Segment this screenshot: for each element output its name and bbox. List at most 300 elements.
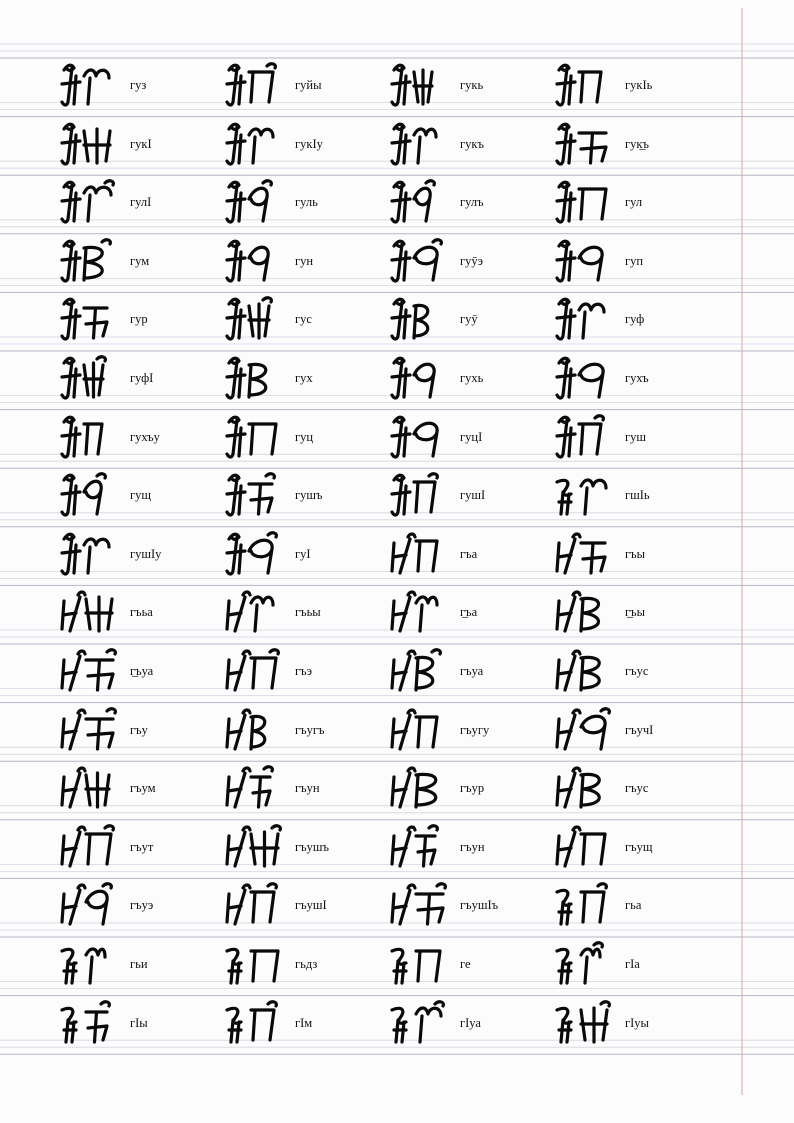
glyph-entry [223,410,388,469]
glyph-entry [223,703,388,762]
glyph-stroke [103,884,111,888]
glyph-stroke [249,72,273,102]
transliteration-label: гукIь [625,78,653,92]
glyph-entry [553,527,718,586]
transliteration-label: г̲ъа [460,605,478,620]
transliteration-label: гукIу [295,136,323,151]
glyph-stroke [227,537,237,574]
glyph-stroke [84,308,107,338]
glyph-stroke [86,597,112,631]
calligraphic-glyph [553,238,615,282]
calligraphic-glyph [553,1000,615,1044]
transliteration-label: гъьы [295,605,321,620]
transliteration-label: гушI [460,488,486,503]
glyph-stroke [581,949,600,983]
glyph-stroke [557,244,567,281]
calligraphic-glyph [553,414,615,458]
glyph-stroke [74,369,76,397]
glyph-stroke [404,193,406,221]
glyph-entry [223,820,388,879]
glyph-entry [388,878,553,937]
transliteration-label: гъушIъ [460,898,499,913]
glyph-entry [58,175,223,234]
glyph-entry [553,878,718,937]
calligraphic-glyph [388,355,450,399]
glyph-stroke [227,375,245,377]
glyph-stroke [62,316,80,318]
glyph-stroke [408,592,415,595]
calligraphic-glyph [553,648,615,692]
calligraphic-glyph [58,941,120,985]
glyph-entry [223,292,388,351]
calligraphic-glyph [58,707,120,751]
transliteration-label: гуль [295,195,318,210]
calligraphic-glyph [223,824,285,868]
calligraphic-glyph [553,941,615,985]
glyph-stroke [601,708,609,712]
glyph-stroke [239,135,241,163]
glyph-stroke [227,141,245,143]
glyph-stroke [404,369,406,397]
glyph-entry [388,292,553,351]
glyph-stroke [404,486,406,514]
glyph-stroke [414,364,434,397]
calligraphic-glyph [388,296,450,340]
glyph-stroke [579,424,601,454]
glyph-stroke [581,774,599,807]
glyph-stroke [239,310,241,338]
glyph-stroke [74,486,76,514]
glyph-stroke [557,434,575,436]
glyph-entry [223,761,388,820]
glyph-entry [58,585,223,644]
transliteration-label: гуI [295,546,311,561]
glyph-stroke [249,304,269,338]
glyph-stroke [97,357,105,361]
glyph-stroke [573,710,580,713]
glyph-stroke [251,951,278,981]
glyph-stroke [392,302,402,339]
transliteration-label: гуз [130,78,147,92]
transliteration-label: гъуа [460,663,484,678]
glyph-entry [58,468,223,527]
glyph-stroke [404,135,406,163]
glyph-entry [388,937,553,996]
glyph-stroke [267,64,275,68]
transliteration-label: гухъ [625,370,649,385]
transliteration-label: гул [625,195,643,210]
glyph-stroke [249,247,268,280]
calligraphic-glyph [388,121,450,165]
calligraphic-glyph [223,121,285,165]
glyph-entry [58,761,223,820]
glyph-entry [553,292,718,351]
glyph-stroke [557,258,575,260]
calligraphic-glyph [553,589,615,633]
glyph-stroke [557,361,567,398]
glyph-entry [388,527,553,586]
glyph-stroke [243,885,250,888]
transliteration-label: гъус [625,781,649,796]
transliteration-label: гур [130,312,148,327]
glyph-stroke [84,70,109,104]
glyph-stroke [227,68,237,105]
glyph-stroke [78,592,85,595]
glyph-stroke [408,651,415,654]
glyph-stroke [74,428,76,456]
glyph-stroke [86,1012,107,1042]
glyph-entry [223,996,388,1055]
glyph-stroke [569,135,571,163]
glyph-stroke [227,258,245,260]
glyph-stroke [227,478,237,515]
glyph-entry [388,58,553,117]
transliteration-label: гIуа [460,1015,481,1030]
transliteration-label: гухь [460,370,484,385]
calligraphic-glyph [553,179,615,223]
glyph-stroke [239,486,241,514]
transliteration-label: гуц [295,429,314,444]
glyph-stroke [239,76,241,104]
glyph-stroke [86,892,107,925]
glyph-stroke [268,884,276,888]
glyph-stroke [414,306,428,339]
glyph-stroke [62,420,72,457]
glyph-stroke [84,187,111,221]
glyph-stroke [251,832,278,866]
glyph-stroke [581,657,599,690]
calligraphic-glyph [553,882,615,926]
glyph-stroke [569,76,571,104]
calligraphic-glyph [388,765,450,809]
glyph-stroke [243,827,250,830]
glyph-stroke [579,189,606,219]
glyph-stroke [581,599,599,632]
glyph-stroke [86,949,105,983]
calligraphic-glyph [223,472,285,516]
transliteration-label: гук̲ъ [625,136,649,151]
calligraphic-glyph [388,472,450,516]
transliteration-label: г̲ъуа [130,663,154,678]
glyph-stroke [62,82,80,84]
calligraphic-glyph [58,531,120,575]
glyph-stroke [404,252,406,280]
calligraphic-glyph [553,472,615,516]
glyph-stroke [392,199,410,201]
glyph-stroke [581,543,605,573]
calligraphic-glyph [223,882,285,926]
calligraphic-glyph [223,648,285,692]
glyph-stroke [579,364,603,397]
glyph-stroke [581,1008,607,1042]
glyph-stroke [416,541,437,571]
calligraphic-glyph [223,355,285,399]
transliteration-label: гIуы [625,1015,649,1030]
glyph-stroke [414,129,436,163]
calligraphic-glyph [58,62,120,106]
glyph-stroke [62,478,72,515]
glyph-stroke [62,141,80,143]
glyph-stroke [416,1008,441,1042]
glyph-stroke [263,181,271,185]
glyph-stroke [416,597,437,631]
calligraphic-glyph [388,648,450,692]
glyph-entry [553,703,718,762]
transliteration-label: гун [295,253,314,268]
glyph-stroke [84,424,102,454]
glyph-entry [223,527,388,586]
glyph-stroke [251,658,276,688]
glyph-stroke [249,540,272,573]
transliteration-label: гIы [130,1015,148,1030]
transliteration-label: гуш [625,429,647,444]
glyph-stroke [86,834,111,864]
glyph-stroke [414,247,437,280]
transliteration-label: гъа [460,546,478,561]
glyph-stroke [102,240,110,244]
glyph-stroke [84,247,102,280]
calligraphic-glyph [553,765,615,809]
glyph-stroke [78,710,85,713]
transliteration-label: гъэ [295,663,312,678]
glyph-stroke [251,716,265,749]
calligraphic-glyph [388,62,450,106]
glyph-stroke [392,375,410,377]
glyph-stroke [74,76,76,104]
glyph-stroke [62,361,72,398]
glyph-stroke [392,244,402,281]
calligraphic-glyph [388,589,450,633]
calligraphic-glyph [388,707,450,751]
glyph-stroke [74,545,76,573]
glyph-stroke [573,592,580,595]
glyph-entry [553,351,718,410]
glyph-entry [58,937,223,996]
glyph-entry [553,175,718,234]
glyph-stroke [74,310,76,338]
glyph-entry [388,644,553,703]
glyph-stroke [392,492,410,494]
glyph-stroke [573,534,580,537]
glyph-entry [58,410,223,469]
transliteration-label: гуйы [295,78,322,92]
transliteration-label: гуӯэ [460,253,483,268]
transliteration-label: гъьа [130,605,153,620]
glyph-stroke [107,708,115,712]
glyph-stroke [433,240,441,244]
glyph-stroke [392,420,402,457]
glyph-entry [58,644,223,703]
calligraphic-glyph [388,882,450,926]
transliteration-label: гукь [460,78,484,92]
calligraphic-glyph [223,296,285,340]
transliteration-label: гукъ [460,136,484,151]
glyph-stroke [414,70,432,104]
transliteration-label: гъу [130,722,148,737]
transliteration-label: гукI [130,136,152,151]
glyph-stroke [84,363,103,397]
glyph-stroke [78,885,85,888]
calligraphic-glyph [553,531,615,575]
transliteration-label: ге [460,956,471,971]
glyph-stroke [408,827,415,830]
glyph-entry [388,468,553,527]
transliteration-label: гъугъ [295,722,325,737]
glyph-stroke [239,428,241,456]
glyph-stroke [251,597,273,631]
transliteration-label: гIа [625,956,640,971]
glyph-entry [58,234,223,293]
glyph-stroke [557,127,567,164]
glyph-stroke [227,82,245,84]
glyph-entry [388,761,553,820]
calligraphic-glyph [388,1000,450,1044]
glyph-stroke [227,420,237,457]
calligraphic-glyph [58,882,120,926]
glyph-stroke [249,364,266,397]
glyph-entry [58,820,223,879]
glyph-entry [58,292,223,351]
glyph-entry [388,410,553,469]
calligraphic-glyph [58,355,120,399]
glyph-stroke [408,534,415,537]
glyph-stroke [227,185,237,222]
glyph-stroke [62,185,72,222]
glyph-stroke [270,650,278,654]
calligraphic-glyph [58,765,120,809]
glyph-stroke [416,836,435,866]
calligraphic-glyph [388,414,450,458]
glyph-stroke [101,1001,109,1005]
glyph-stroke [569,428,571,456]
glyph-entry [58,117,223,176]
transliteration-label: гъум [130,781,156,796]
glyph-stroke [243,768,250,771]
glyph-entry [553,937,718,996]
calligraphic-glyph [553,296,615,340]
glyph-stroke [62,244,72,281]
glyph-stroke [392,258,410,260]
glyph-stroke [227,361,237,398]
calligraphic-glyph [553,707,615,751]
glyph-stroke [227,492,245,494]
glyph-stroke [416,951,440,981]
glyph-entry [553,58,718,117]
glyph-stroke [414,423,437,456]
calligraphic-glyph [58,589,120,633]
transliteration-label: гуф [625,312,645,327]
glyph-stroke [581,834,605,864]
glyph-entry [223,937,388,996]
glyph-stroke [557,316,575,318]
glyph-stroke [437,884,445,888]
calligraphic-glyph [553,62,615,106]
glyph-entry [223,234,388,293]
glyph-stroke [408,885,415,888]
glyph-entry [58,351,223,410]
calligraphic-glyph [58,179,120,223]
glyph-stroke [557,199,575,201]
glyph-stroke [579,304,604,338]
glyph-entry [58,996,223,1055]
calligraphic-glyph [553,121,615,165]
glyph-stroke [105,826,113,830]
calligraphic-glyph [223,62,285,106]
calligraphic-glyph [553,355,615,399]
glyph-entry [553,585,718,644]
calligraphic-glyph [223,765,285,809]
transliteration-label: гшIь [625,488,650,503]
glyph-stroke [557,420,567,457]
glyph-entry [388,820,553,879]
glyph-stroke [239,193,241,221]
calligraphic-glyph [58,121,120,165]
glyph-stroke [251,777,270,807]
calligraphic-glyph [223,238,285,282]
glyph-entry [223,468,388,527]
glyph-stroke [404,310,406,338]
calligraphic-glyph [223,589,285,633]
glyph-stroke [581,480,606,514]
glyph-stroke [62,68,72,105]
glyph-entry [388,351,553,410]
calligraphic-glyph [388,941,450,985]
glyph-stroke [573,827,580,830]
transliteration-label: гум [130,253,150,268]
transliteration-label: гъущ [625,839,653,854]
transliteration-label: гулъ [460,195,484,210]
transliteration-label: гъуэ [130,898,154,913]
glyph-stroke [404,76,406,104]
calligraphic-glyph [553,824,615,868]
glyph-stroke [392,434,410,436]
glyph-stroke [557,82,575,84]
glyph-stroke [268,533,276,537]
glyph-stroke [595,415,603,419]
glyph-entry [58,527,223,586]
calligraphic-glyph [223,414,285,458]
glyph-stroke [74,252,76,280]
transliteration-label: гьи [130,956,148,971]
glyph-entry [58,703,223,762]
calligraphic-glyph [58,414,120,458]
calligraphic-glyph [58,824,120,868]
glyph-stroke [84,481,101,514]
glyph-stroke [414,188,430,221]
glyph-stroke [105,181,113,185]
glyph-entry [553,410,718,469]
calligraphic-glyph [388,531,450,575]
transliteration-label: гъун [460,839,485,854]
glyph-stroke [243,592,250,595]
glyph-stroke [62,434,80,436]
calligraphic-glyph [388,824,450,868]
glyph-stroke [392,478,402,515]
transliteration-label: гъур [460,781,485,796]
glyph-stroke [601,1001,609,1005]
glyph-stroke [557,68,567,105]
glyph-stroke [227,127,237,164]
glyph-stroke [272,826,280,830]
transliteration-label: гъучI [625,722,654,737]
glyph-stroke [78,651,85,654]
glyph-stroke [392,361,402,398]
glyph-stroke [429,826,437,830]
glyph-stroke [579,133,606,163]
transliteration-label: гулI [130,195,152,210]
glyph-entry [388,703,553,762]
glyph-entry [223,58,388,117]
